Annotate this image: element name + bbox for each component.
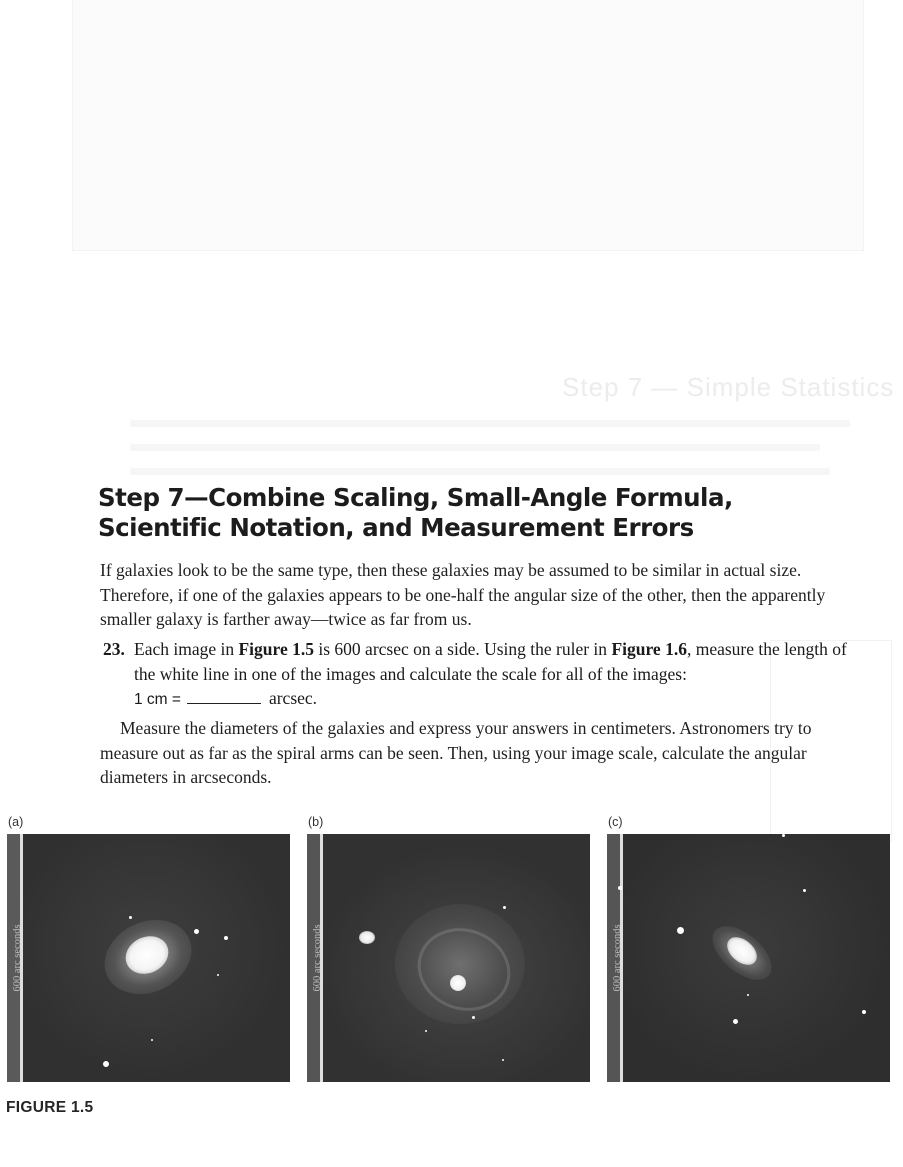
galaxy-image-b — [307, 834, 590, 1082]
bleed-through-heading: Step 7 — Simple Statistics — [562, 372, 895, 402]
figure-1-6-reference: Figure 1.6 — [611, 639, 687, 659]
star — [503, 906, 506, 909]
measure-paragraph: Measure the diameters of the galaxies and express your answers in centimeters. Astronomers try to measure out as far as the spiral arms can be seen. Then, using your image scale, calculate the angular diameters in arcseconds. — [100, 718, 812, 787]
star — [782, 834, 785, 837]
bleed-through-line — [130, 468, 830, 475]
question-text-part: , measure the length of the white line in one of the images and calculate the scale for all of the images: — [134, 639, 847, 684]
fill-in-prefix: 1 cm = — [134, 691, 181, 708]
star — [677, 927, 684, 934]
star — [862, 1010, 866, 1014]
panel-b-label: (b) — [308, 815, 324, 829]
star — [472, 1016, 475, 1019]
fill-in-suffix: arcsec. — [268, 688, 318, 708]
question-23 — [100, 637, 870, 713]
scale-answer-blank[interactable] — [187, 689, 261, 704]
galaxy-image-a — [7, 834, 290, 1082]
panel-a-label: (a) — [8, 815, 24, 829]
question-text-part: Each image in — [134, 639, 239, 659]
figure-caption: FIGURE 1.5 — [6, 1099, 94, 1116]
star — [129, 916, 132, 919]
star — [425, 1030, 427, 1032]
step-heading-line-1: Step 7—Combine Scaling, Small-Angle Formula, — [98, 483, 733, 512]
step-heading-line-2: Scientific Notation, and Measurement Errors — [98, 513, 694, 542]
galaxy-image-c — [607, 834, 890, 1082]
bleed-through-line — [130, 444, 820, 451]
star — [502, 1059, 504, 1061]
companion-galaxy — [359, 931, 375, 944]
star — [733, 1019, 738, 1024]
star — [224, 936, 228, 940]
question-text-part: is 600 arcsec on a side. Using the ruler in — [314, 639, 612, 659]
star — [217, 974, 219, 976]
figure-1-5-reference: Figure 1.5 — [238, 639, 314, 659]
bleed-through-box — [72, 0, 864, 251]
question-number: 23. — [103, 639, 125, 659]
star — [618, 886, 622, 890]
star — [151, 1039, 153, 1041]
scale-label: 600 arc seconds — [612, 924, 623, 992]
step-heading — [98, 483, 858, 543]
star — [747, 994, 749, 996]
scale-label: 600 arc seconds — [312, 924, 323, 992]
star — [803, 889, 806, 892]
scale-label: 600 arc seconds — [12, 924, 23, 992]
star — [103, 1061, 109, 1067]
galaxy-core — [450, 975, 466, 991]
scale-fill-in — [134, 686, 870, 713]
star — [194, 929, 199, 934]
question-text — [134, 637, 870, 686]
intro-paragraph: If galaxies look to be the same type, then these galaxies may be assumed to be similar in actual size. Therefore, if one of the galaxies appears to be one-half the angular size of the other, then the apparently smaller galaxy is farther away—twice as far from us. — [100, 560, 826, 629]
panel-c-label: (c) — [608, 815, 623, 829]
bleed-through-line — [130, 420, 850, 427]
